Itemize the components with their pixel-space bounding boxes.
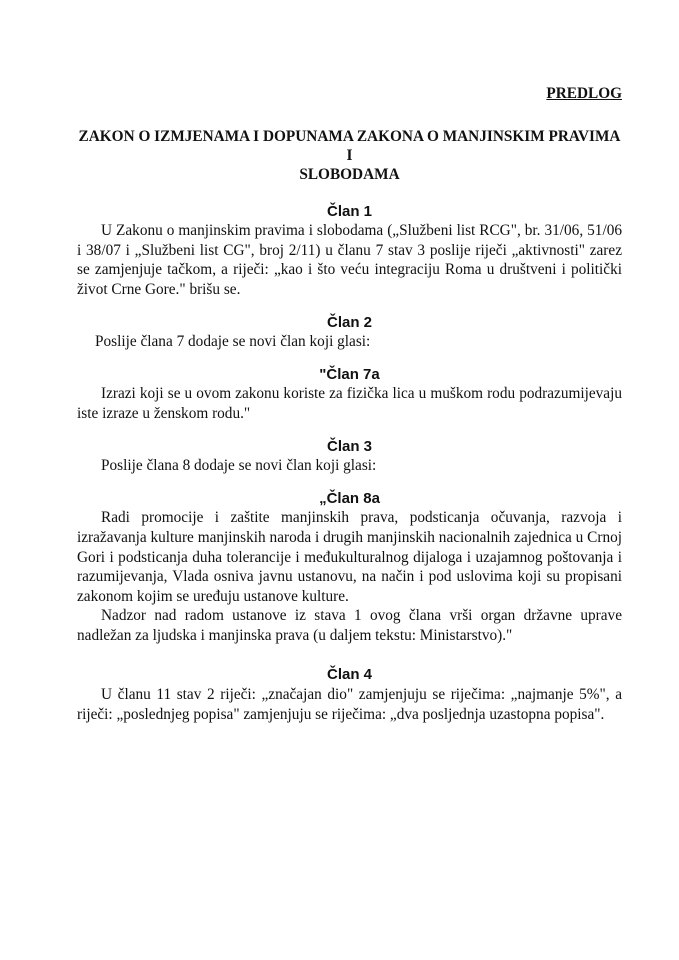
article-4-text: U članu 11 stav 2 riječi: „značajan dio" zamjenjuju se riječima: „najmanje 5%", a riječi: „poslednjeg popisa" zamjenjuju se riječima: „dva posljednja uzastopna popisa". [77,686,622,723]
article-8a-paragraph-1: Radi promocije i zaštite manjinskih prava, podsticanja očuvanja, razvoja i izražavanja kulture manjinskih naroda i drugih manjinskih nacionalnih zajednica u Crnoj Gori i podsticanja duha tolerancije i međukulturalnog dijaloga i uzajamnog poštovanja i razumijevanja, Vlada osniva javnu ustanovu, na način i pod uslovima koji su propisani zakonom kojim se uređuju ustanove kulture. [77,509,622,605]
article-3-heading: Član 3 [326,437,372,455]
article-1-heading: Član 1 [326,202,372,220]
article-3-text: Poslije člana 8 dodaje se novi član koji glasi: [101,457,377,475]
article-2-heading: Član 2 [326,313,372,331]
predlog-label: PREDLOG [546,85,622,102]
article-2-text: Poslije člana 7 dodaje se novi član koji glasi: [95,333,371,351]
article-8a-heading: „Član 8a [319,489,380,507]
article-4-heading: Član 4 [326,666,372,684]
law-title-line-2: SLOBODAMA [299,165,400,183]
article-7a-text: Izrazi koji se u ovom zakonu koriste za fizička lica u muškom rodu podrazumijevaju iste izraze u ženskom rodu." [77,385,622,422]
document-body [77,84,622,724]
law-title-line-1: ZAKON O IZMJENAMA I DOPUNAMA ZAKONA O MANJINSKIM PRAVIMA I [78,127,621,164]
article-1-text: U Zakonu o manjinskim pravima i slobodama („Službeni list RCG", br. 31/06, 51/06 i 38/07 i „Službeni list CG", broj 2/11) u članu 7 stav 3 poslije riječi „aktivnosti" zarez se zamjenjuje tačkom, a riječi: „kao i što veću integraciju Roma u društveni i politički život Crne Gore." brišu se. [77,222,622,298]
law-title [77,127,622,184]
article-8a-paragraph-2: Nadzor nad radom ustanove iz stava 1 ovog člana vrši organ državne uprave nadležan za ljudska i manjinska prava (u daljem tekstu: Ministarstvo)." [77,607,622,644]
article-7a-heading: "Član 7a [319,365,380,383]
